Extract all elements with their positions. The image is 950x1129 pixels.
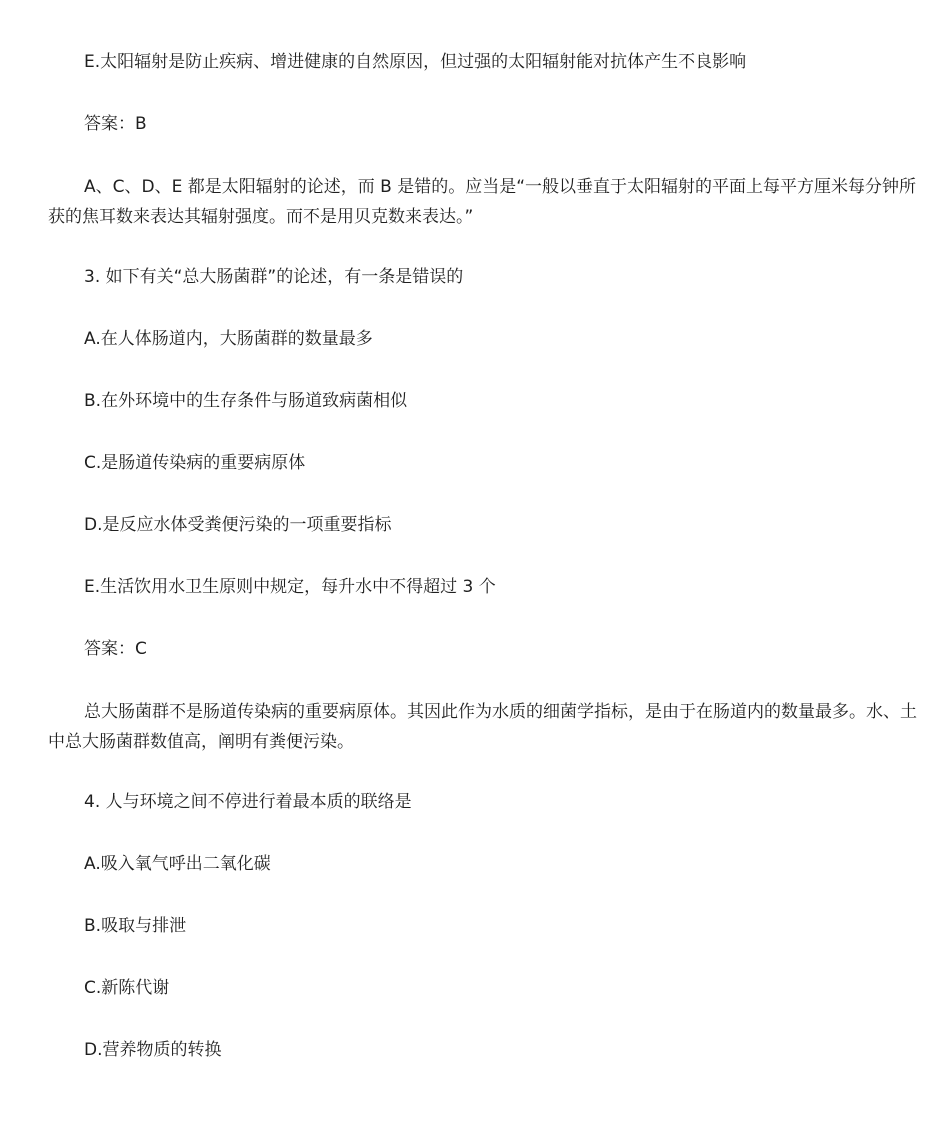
q2-explanation: A、C、D、E 都是太阳辐射的论述，而 B 是错的。应当是“一般以垂直于太阳辐射的平面上每平方厘米每分钟所获的焦耳数来表达其辐射强度。而不是用贝克数来表达。” — [48, 177, 917, 227]
q3-question: 3. 如下有关“总大肠菌群”的论述，有一条是错误的 — [84, 267, 464, 287]
q4-option-c: C.新陈代谢 — [84, 978, 170, 998]
q3-option-a: A.在人体肠道内，大肠菌群的数量最多 — [84, 329, 373, 349]
q3-option-e: E.生活饮用水卫生原则中规定，每升水中不得超过 3 个 — [84, 577, 496, 597]
q4-option-a: A.吸入氧气呼出二氧化碳 — [84, 854, 271, 874]
q4-option-d: D.营养物质的转换 — [84, 1040, 222, 1060]
q4-option-b: B.吸取与排泄 — [84, 916, 187, 936]
q3-option-d: D.是反应水体受粪便污染的一项重要指标 — [84, 515, 392, 535]
q3-option-b: B.在外环境中的生存条件与肠道致病菌相似 — [84, 391, 408, 411]
q3-option-c: C.是肠道传染病的重要病原体 — [84, 453, 306, 473]
q2-option-e: E.太阳辐射是防止疾病、增进健康的自然原因，但过强的太阳辐射能对抗体产生不良影响 — [84, 52, 747, 72]
q4-question: 4. 人与环境之间不停进行着最本质的联络是 — [84, 792, 412, 812]
q3-explanation: 总大肠菌群不是肠道传染病的重要病原体。其因此作为水质的细菌学指标，是由于在肠道内的数量最多。水、土中总大肠菌群数值高，阐明有粪便污染。 — [48, 702, 917, 752]
q3-answer: 答案：C — [84, 639, 147, 659]
q2-answer: 答案：B — [84, 114, 147, 134]
